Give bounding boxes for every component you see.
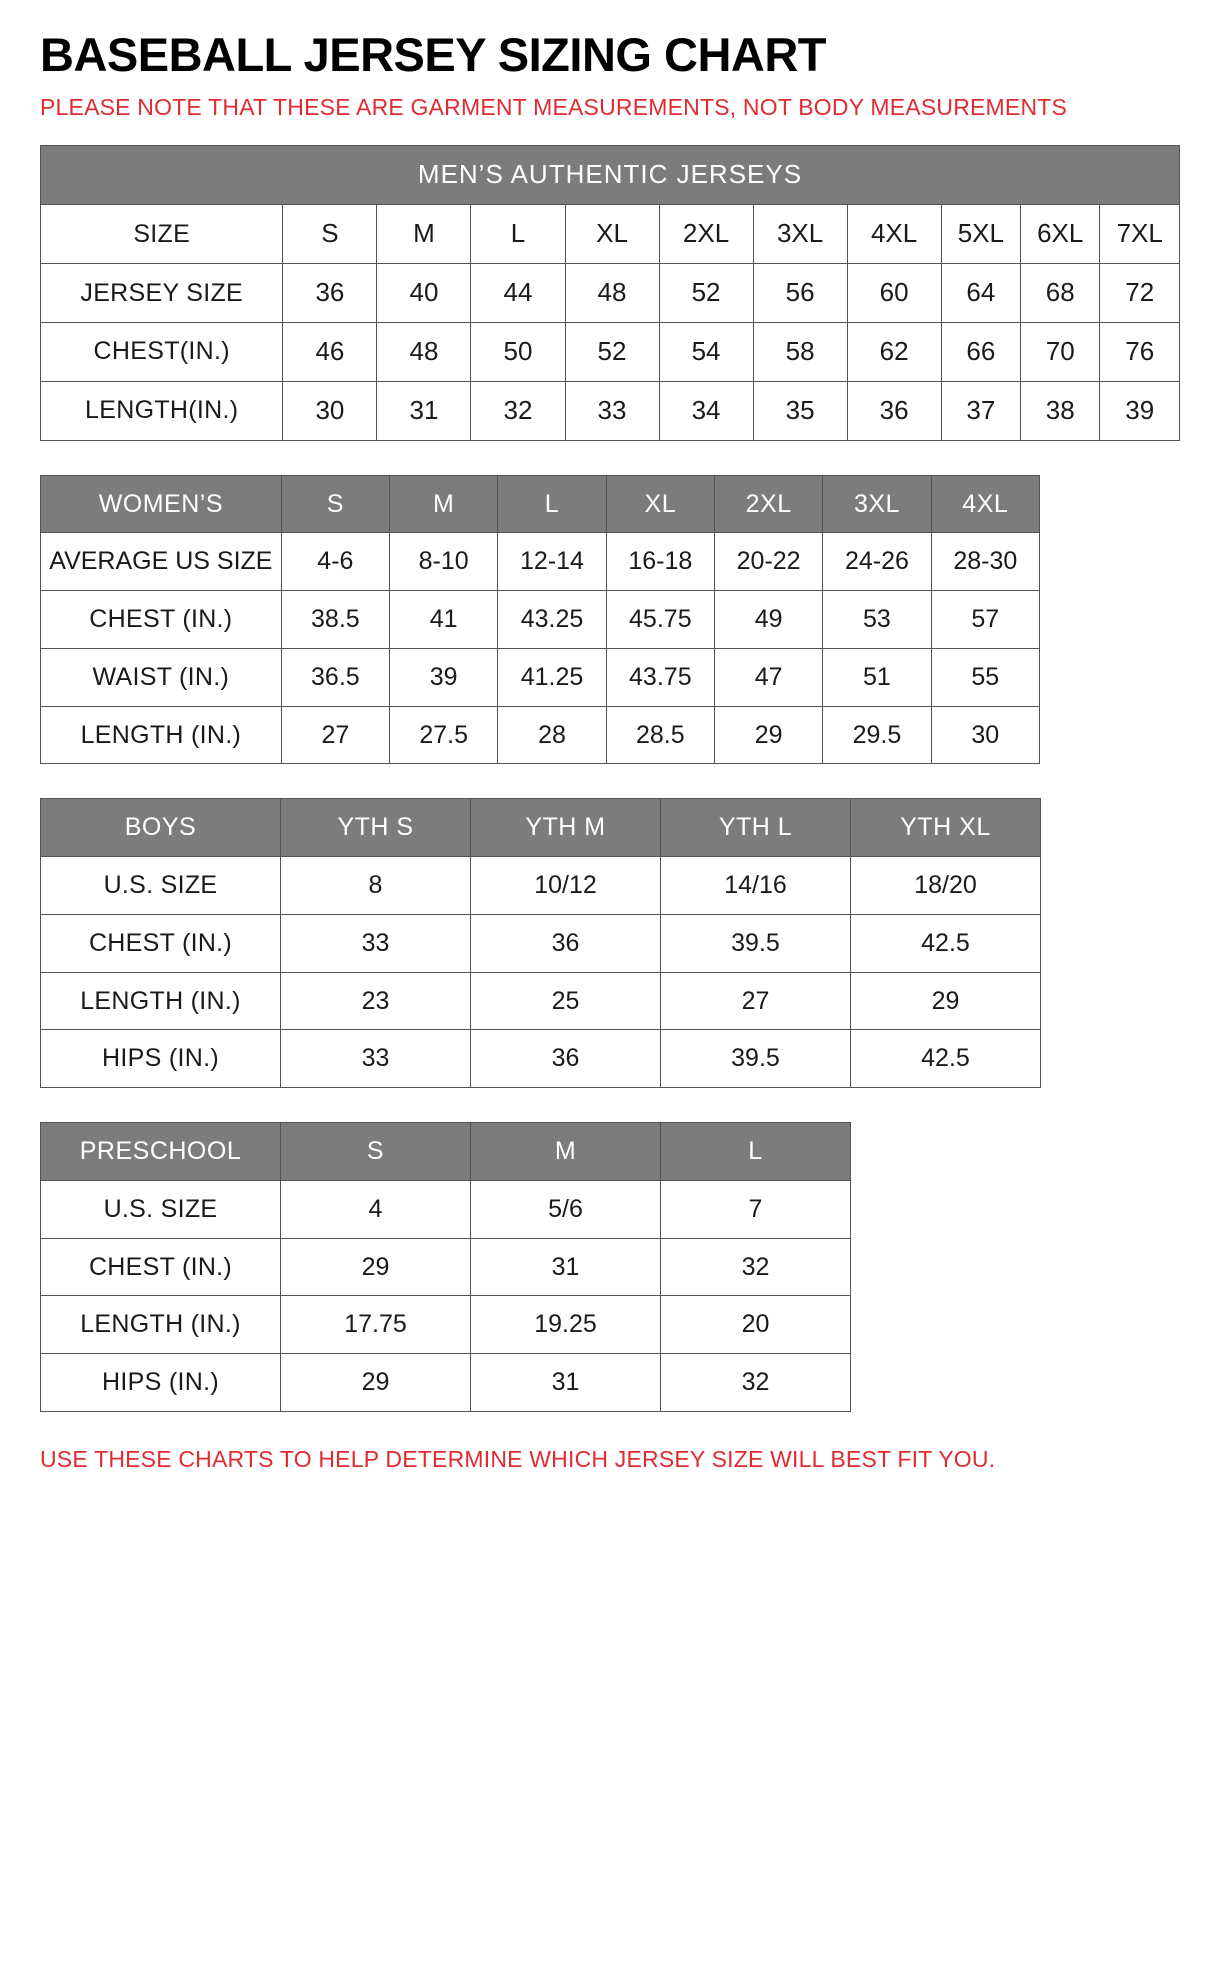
- cell: 48: [565, 264, 659, 323]
- column-header: 4XL: [931, 475, 1039, 533]
- cell: 57: [931, 591, 1039, 649]
- mens-banner-row: [41, 146, 1180, 205]
- cell: 30: [931, 706, 1039, 764]
- table-row: [41, 1180, 851, 1238]
- cell: 19.25: [471, 1296, 661, 1354]
- cell: 27.5: [390, 706, 498, 764]
- cell: 41.25: [498, 648, 606, 706]
- boys-header-row: [41, 799, 1041, 857]
- table-row: [41, 591, 1040, 649]
- page-title: BASEBALL JERSEY SIZING CHART: [40, 28, 826, 81]
- cell: 18/20: [851, 857, 1041, 915]
- cell: 29: [281, 1238, 471, 1296]
- cell: 52: [659, 264, 753, 323]
- cell: 29: [281, 1354, 471, 1412]
- table-row: [41, 706, 1040, 764]
- cell: L: [471, 205, 565, 264]
- column-header: YTH XL: [851, 799, 1041, 857]
- row-label: LENGTH (IN.): [41, 706, 282, 764]
- cell: 38: [1021, 381, 1100, 440]
- table-row: [41, 914, 1041, 972]
- cell: 32: [661, 1238, 851, 1296]
- cell: 23: [281, 972, 471, 1030]
- cell: 32: [661, 1354, 851, 1412]
- cell: 27: [661, 972, 851, 1030]
- cell: 32: [471, 381, 565, 440]
- preschool-header-label: PRESCHOOL: [41, 1123, 281, 1181]
- cell: 8: [281, 857, 471, 915]
- cell: 31: [377, 381, 471, 440]
- cell: 29: [714, 706, 822, 764]
- cell: 31: [471, 1238, 661, 1296]
- cell: 52: [565, 322, 659, 381]
- cell: 28-30: [931, 533, 1039, 591]
- cell: 2XL: [659, 205, 753, 264]
- womens-header-row: [41, 475, 1040, 533]
- table-row: [41, 205, 1180, 264]
- column-header: S: [281, 1123, 471, 1181]
- row-label: CHEST (IN.): [41, 914, 281, 972]
- cell: 36: [283, 264, 377, 323]
- table-row: [41, 1296, 851, 1354]
- cell: 60: [847, 264, 941, 323]
- row-label: LENGTH(IN.): [41, 381, 283, 440]
- mens-banner-label: MEN’S AUTHENTIC JERSEYS: [41, 146, 1180, 205]
- table-row: [41, 1354, 851, 1412]
- table-row: [41, 322, 1180, 381]
- row-label: LENGTH (IN.): [41, 1296, 281, 1354]
- cell: 17.75: [281, 1296, 471, 1354]
- row-label: SIZE: [41, 205, 283, 264]
- row-label: CHEST(IN.): [41, 322, 283, 381]
- column-header: 3XL: [823, 475, 931, 533]
- cell: 33: [281, 914, 471, 972]
- cell: 42.5: [851, 1030, 1041, 1088]
- cell: 36: [471, 1030, 661, 1088]
- column-header: YTH S: [281, 799, 471, 857]
- garment-measurement-note: PLEASE NOTE THAT THESE ARE GARMENT MEASUREMENTS, NOT BODY MEASUREMENTS: [40, 94, 1068, 121]
- cell: 33: [565, 381, 659, 440]
- cell: 39.5: [661, 1030, 851, 1088]
- row-label: HIPS (IN.): [41, 1354, 281, 1412]
- table-row: [41, 972, 1041, 1030]
- cell: 25: [471, 972, 661, 1030]
- column-header: YTH M: [471, 799, 661, 857]
- womens-header-label: WOMEN’S: [41, 475, 282, 533]
- cell: 64: [941, 264, 1020, 323]
- cell: 24-26: [823, 533, 931, 591]
- cell: 39: [390, 648, 498, 706]
- cell: 43.25: [498, 591, 606, 649]
- table-row: [41, 1238, 851, 1296]
- footer-note: USE THESE CHARTS TO HELP DETERMINE WHICH JERSEY SIZE WILL BEST FIT YOU.: [40, 1445, 996, 1472]
- cell: 40: [377, 264, 471, 323]
- row-label: U.S. SIZE: [41, 857, 281, 915]
- table-row: [41, 648, 1040, 706]
- cell: 33: [281, 1030, 471, 1088]
- cell: 6XL: [1021, 205, 1100, 264]
- table-row: [41, 857, 1041, 915]
- cell: 36: [471, 914, 661, 972]
- cell: 20-22: [714, 533, 822, 591]
- cell: 36: [847, 381, 941, 440]
- cell: 29: [851, 972, 1041, 1030]
- cell: 51: [823, 648, 931, 706]
- row-label: AVERAGE US SIZE: [41, 533, 282, 591]
- cell: 4-6: [281, 533, 389, 591]
- row-label: LENGTH (IN.): [41, 972, 281, 1030]
- cell: 53: [823, 591, 931, 649]
- cell: 20: [661, 1296, 851, 1354]
- womens-sizing-table: [40, 475, 1040, 765]
- cell: 30: [283, 381, 377, 440]
- column-header: M: [471, 1123, 661, 1181]
- cell: 68: [1021, 264, 1100, 323]
- cell: 48: [377, 322, 471, 381]
- cell: 7: [661, 1180, 851, 1238]
- cell: 36.5: [281, 648, 389, 706]
- cell: 70: [1021, 322, 1100, 381]
- cell: 34: [659, 381, 753, 440]
- cell: 56: [753, 264, 847, 323]
- boys-sizing-table: [40, 798, 1041, 1088]
- row-label: JERSEY SIZE: [41, 264, 283, 323]
- cell: 4: [281, 1180, 471, 1238]
- cell: 58: [753, 322, 847, 381]
- cell: 66: [941, 322, 1020, 381]
- column-header: M: [390, 475, 498, 533]
- cell: 62: [847, 322, 941, 381]
- cell: 50: [471, 322, 565, 381]
- cell: 72: [1100, 264, 1180, 323]
- cell: 44: [471, 264, 565, 323]
- mens-sizing-table: [40, 145, 1180, 440]
- cell: 49: [714, 591, 822, 649]
- row-label: CHEST (IN.): [41, 1238, 281, 1296]
- cell: XL: [565, 205, 659, 264]
- cell: 28: [498, 706, 606, 764]
- cell: 55: [931, 648, 1039, 706]
- column-header: L: [661, 1123, 851, 1181]
- cell: 12-14: [498, 533, 606, 591]
- cell: 76: [1100, 322, 1180, 381]
- column-header: XL: [606, 475, 714, 533]
- cell: 8-10: [390, 533, 498, 591]
- cell: 14/16: [661, 857, 851, 915]
- cell: 46: [283, 322, 377, 381]
- cell: 54: [659, 322, 753, 381]
- column-header: S: [281, 475, 389, 533]
- table-row: [41, 1030, 1041, 1088]
- table-row: [41, 533, 1040, 591]
- cell: 43.75: [606, 648, 714, 706]
- cell: M: [377, 205, 471, 264]
- table-row: [41, 381, 1180, 440]
- cell: 47: [714, 648, 822, 706]
- column-header: L: [498, 475, 606, 533]
- boys-header-label: BOYS: [41, 799, 281, 857]
- cell: 31: [471, 1354, 661, 1412]
- cell: 10/12: [471, 857, 661, 915]
- cell: 16-18: [606, 533, 714, 591]
- column-header: YTH L: [661, 799, 851, 857]
- preschool-header-row: [41, 1123, 851, 1181]
- cell: S: [283, 205, 377, 264]
- cell: 5/6: [471, 1180, 661, 1238]
- column-header: 2XL: [714, 475, 822, 533]
- cell: 37: [941, 381, 1020, 440]
- cell: 27: [281, 706, 389, 764]
- cell: 28.5: [606, 706, 714, 764]
- row-label: HIPS (IN.): [41, 1030, 281, 1088]
- cell: 7XL: [1100, 205, 1180, 264]
- row-label: CHEST (IN.): [41, 591, 282, 649]
- table-row: [41, 264, 1180, 323]
- cell: 29.5: [823, 706, 931, 764]
- row-label: U.S. SIZE: [41, 1180, 281, 1238]
- cell: 41: [390, 591, 498, 649]
- cell: 3XL: [753, 205, 847, 264]
- cell: 38.5: [281, 591, 389, 649]
- preschool-sizing-table: [40, 1122, 851, 1412]
- cell: 39: [1100, 381, 1180, 440]
- cell: 45.75: [606, 591, 714, 649]
- cell: 5XL: [941, 205, 1020, 264]
- row-label: WAIST (IN.): [41, 648, 282, 706]
- cell: 35: [753, 381, 847, 440]
- cell: 4XL: [847, 205, 941, 264]
- cell: 42.5: [851, 914, 1041, 972]
- cell: 39.5: [661, 914, 851, 972]
